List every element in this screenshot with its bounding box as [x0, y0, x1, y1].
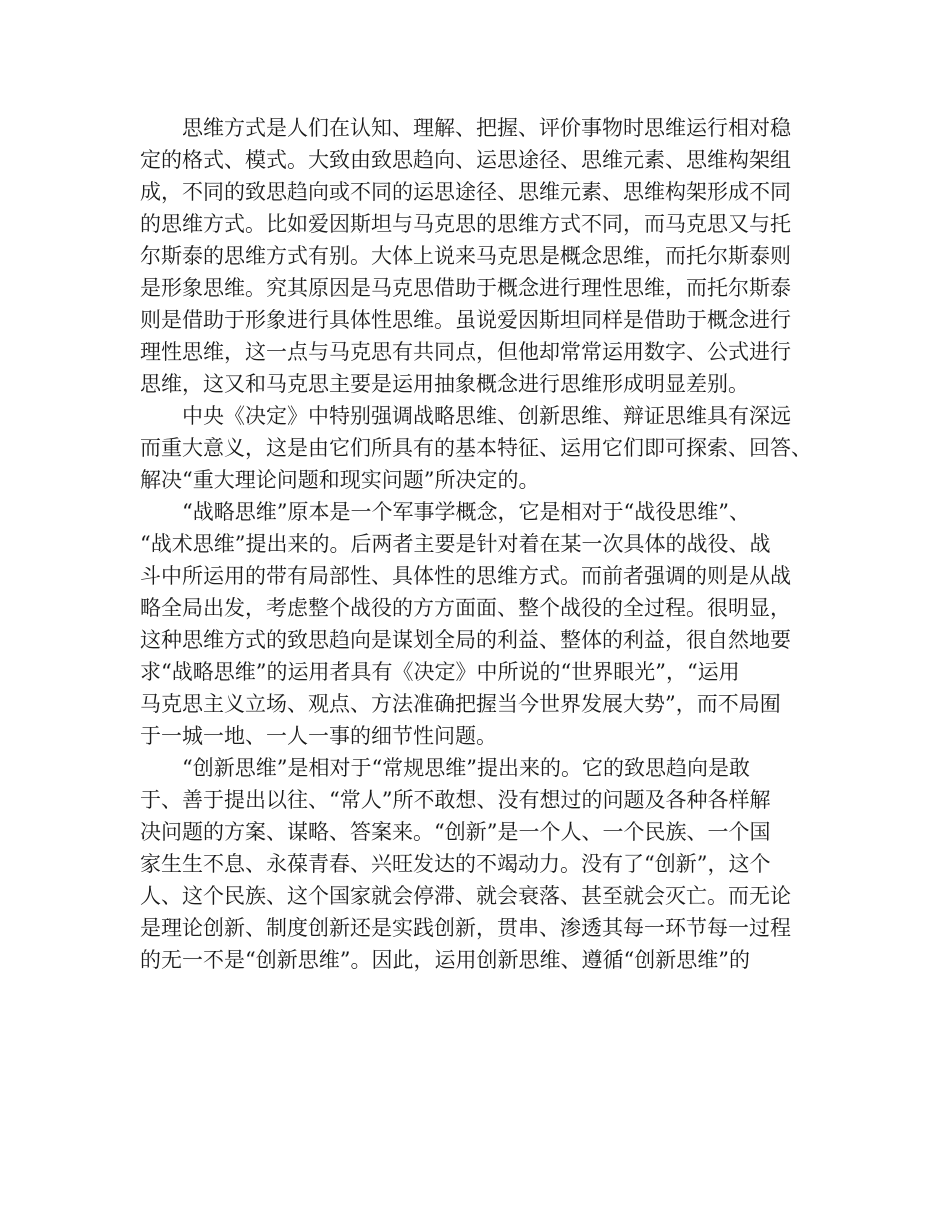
text-line: 于一城一地、一人一事的细节性问题。: [140, 724, 497, 748]
text-line: “创新思维”是相对于“常规思维”提出来的。它的致思趋向是敢: [182, 756, 750, 780]
text-line: 是理论创新、制度创新还是实践创新，贯串、渗透其每一环节每一过程: [140, 916, 791, 940]
text-line: 人、这个民族、这个国家就会停滞、就会衰落、甚至就会灭亡。而无论: [140, 884, 791, 908]
text-line: 尔斯泰的思维方式有别。大体上说来马克思是概念思维，而托尔斯泰则: [140, 244, 791, 268]
paragraph-innovative-thinking: [140, 752, 830, 976]
text-line: 是形象思维。究其原因是马克思借助于概念进行理性思维，而托尔斯泰: [140, 276, 791, 300]
text-line: 理性思维，这一点与马克思有共同点，但他却常常运用数字、公式进行: [140, 340, 791, 364]
text-line: 斗中所运用的带有局部性、具体性的思维方式。而前者强调的则是从战: [140, 564, 791, 588]
paragraph-thinking-mode: [140, 112, 830, 400]
text-line: 思维，这又和马克思主要是运用抽象概念进行思维形成明显差别。: [140, 372, 749, 396]
text-line: 定的格式、模式。大致由致思趋向、运思途径、思维元素、思维构架组: [140, 148, 791, 172]
text-line: 解决“重大理论问题和现实问题”所决定的。: [140, 468, 540, 492]
text-line: “战略思维”原本是一个军事学概念，它是相对于“战役思维”、: [182, 500, 750, 524]
document-body: [140, 112, 830, 976]
text-line: 这种思维方式的致思趋向是谋划全局的利益、整体的利益，很自然地要: [140, 628, 791, 652]
text-line: 家生生不息、永葆青春、兴旺发达的不竭动力。没有了“创新”，这个: [140, 852, 771, 876]
text-line: 思维方式是人们在认知、理解、把握、评价事物时思维运行相对稳: [182, 116, 791, 140]
text-line: 马克思主义立场、观点、方法准确把握当今世界发展大势”，而不局囿: [140, 692, 781, 716]
text-line: 成，不同的致思趋向或不同的运思途径、思维元素、思维构架形成不同: [140, 180, 791, 204]
paragraph-central-decision: [140, 400, 830, 496]
text-line: 的思维方式。比如爱因斯坦与马克思的思维方式不同，而马克思又与托: [140, 212, 791, 236]
text-line: 略全局出发，考虑整个战役的方方面面、整个战役的全过程。很明显，: [140, 596, 791, 620]
text-line: 的无一不是“创新思维”。因此，运用创新思维、遵循“创新思维”的: [140, 948, 750, 972]
text-line: 中央《决定》中特别强调战略思维、创新思维、辩证思维具有深远: [182, 404, 791, 428]
text-line: 于、善于提出以往、“常人”所不敢想、没有想过的问题及各种各样解: [140, 788, 771, 812]
text-line: 则是借助于形象进行具体性思维。虽说爱因斯坦同样是借助于概念进行: [140, 308, 791, 332]
text-line: 而重大意义，这是由它们所具有的基本特征、运用它们即可探索、回答、: [140, 436, 812, 460]
paragraph-strategic-thinking: [140, 496, 830, 752]
text-line: 求“战略思维”的运用者具有《决定》中所说的“世界眼光”，“运用: [140, 660, 740, 684]
text-line: “战术思维”提出来的。后两者主要是针对着在某一次具体的战役、战: [140, 532, 771, 556]
text-line: 决问题的方案、谋略、答案来。“创新”是一个人、一个民族、一个国: [140, 820, 771, 844]
